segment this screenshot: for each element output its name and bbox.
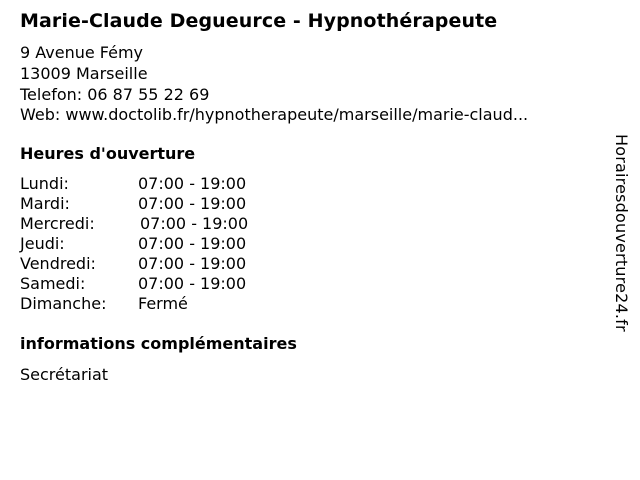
hours-heading: Heures d'ouverture (20, 144, 196, 163)
info-heading: informations complémentaires (20, 334, 297, 353)
business-title: Marie-Claude Degueurce - Hypnothérapeute (20, 10, 498, 32)
day-label: Dimanche: (20, 294, 107, 313)
phone-number[interactable]: Telefon: 06 87 55 22 69 (20, 85, 210, 104)
time-value: 07:00 - 19:00 (140, 214, 249, 233)
day-label: Mardi: (20, 194, 70, 213)
day-label: Vendredi: (20, 254, 96, 273)
time-value: 07:00 - 19:00 (138, 234, 247, 253)
day-label: Lundi: (20, 174, 69, 193)
day-label: Mercredi: (20, 214, 95, 233)
info-text: Secrétariat (20, 365, 109, 384)
time-value: 07:00 - 19:00 (138, 274, 247, 293)
time-value: Fermé (138, 294, 188, 313)
time-value: 07:00 - 19:00 (138, 174, 247, 193)
website-link-text[interactable]: Web: www.doctolib.fr/hypnotherapeute/marseille/marie-claud... (20, 105, 529, 124)
day-label: Samedi: (20, 274, 86, 293)
time-value: 07:00 - 19:00 (138, 194, 247, 213)
website-link[interactable] (20, 105, 528, 124)
address-street: 9 Avenue Fémy (20, 43, 144, 62)
day-label: Jeudi: (20, 234, 65, 253)
time-value: 07:00 - 19:00 (138, 254, 247, 273)
side-brand-watermark: Horairesdouverture24.fr (612, 134, 631, 332)
address-city: 13009 Marseille (20, 64, 148, 83)
